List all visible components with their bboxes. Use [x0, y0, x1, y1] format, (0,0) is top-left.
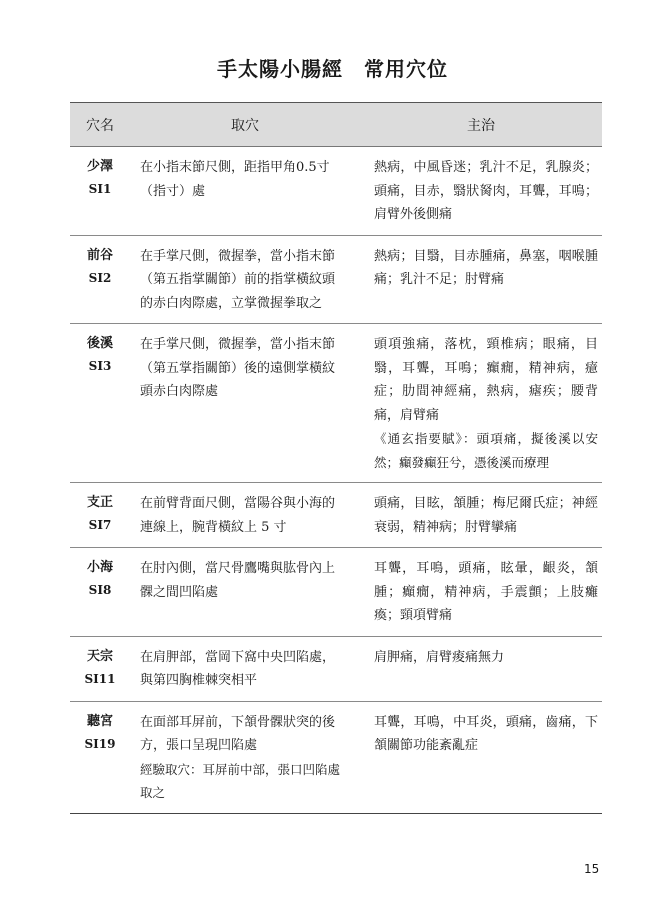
- point-name-cell: [70, 701, 130, 813]
- point-name-cell: [70, 235, 130, 324]
- indication-text: 肩胛痛，肩臂痠痛無力: [374, 649, 505, 665]
- location-text: 在肘內側，當尺骨鷹嘴與肱骨內上髁之間凹陷處: [140, 561, 336, 600]
- table-header-row: [70, 103, 602, 147]
- table-row: [70, 324, 602, 483]
- indication-text: 耳聾，耳鳴，中耳炎，頭痛，齒痛，下頷關節功能紊亂症: [374, 714, 598, 753]
- point-name-cell: [70, 147, 130, 236]
- point-name-cell: [70, 324, 130, 483]
- point-name: 後溪: [86, 336, 113, 351]
- point-code: SI1: [88, 182, 112, 196]
- indication-text: 熱病，中風昏迷；乳汁不足，乳腺炎；頭痛，目赤，翳狀胬肉，耳聾，耳鳴；肩臂外後側痛: [374, 160, 598, 222]
- location-cell: [130, 147, 360, 236]
- table-row: [70, 483, 602, 548]
- indication-text: 頭痛，目眩，頷腫；梅尼爾氏症；神經衰弱，精神病；肘臂攣痛: [374, 496, 598, 535]
- location-cell: [130, 483, 360, 548]
- point-code: SI7: [88, 518, 112, 532]
- table-row: [70, 701, 602, 813]
- point-code: SI19: [84, 736, 116, 751]
- point-name: 天宗: [86, 648, 113, 664]
- location-cell: [130, 235, 360, 324]
- point-name: 支正: [86, 495, 113, 510]
- location-text: 在肩胛部，當岡下窩中央凹陷處，與第四胸椎棘突相平: [140, 649, 336, 688]
- header-location: 取穴: [130, 103, 360, 147]
- point-name: 小海: [86, 560, 113, 575]
- point-name: 聽宮: [86, 713, 113, 729]
- acupoint-table-container: [70, 102, 602, 814]
- acupoint-table: [70, 102, 602, 814]
- table-body: [70, 147, 602, 814]
- point-name-cell: [70, 548, 130, 637]
- location-note: 經驗取穴：耳屏前中部，張口凹陷處取之: [140, 761, 341, 800]
- indication-note: 《通玄指要賦》：頭項痛，擬後溪以安然；癲發癲狂兮，憑後溪而療理: [374, 431, 598, 470]
- location-cell: [130, 701, 360, 813]
- point-name-cell: [70, 483, 130, 548]
- point-name: 少澤: [86, 159, 113, 174]
- header-point-name: 穴名: [70, 103, 130, 147]
- point-name-cell: [70, 636, 130, 701]
- location-cell: [130, 324, 360, 483]
- indication-text: 熱病；目翳，目赤腫痛，鼻塞，咽喉腫痛；乳汁不足；肘臂痛: [374, 248, 598, 287]
- indication-cell: [360, 147, 602, 236]
- location-cell: [130, 548, 360, 637]
- header-indication: 主治: [360, 103, 602, 147]
- location-text: 在前臂背面尺側，當陽谷與小海的連線上，腕背橫紋上 5 寸: [140, 496, 336, 535]
- page-number: 15: [584, 862, 600, 876]
- location-text: 在手掌尺側，微握拳，當小指末節（第五掌指關節）後的遠側掌橫紋頭赤白肉際處: [140, 337, 336, 399]
- indication-cell: [360, 483, 602, 548]
- indication-text: 頭項強痛，落枕，頸椎病；眼痛，目翳，耳聾，耳鳴；癲癇，精神病，癔症；肋間神經痛，熱病，瘧疾；腰背痛，肩臂痛: [374, 337, 598, 423]
- location-cell: [130, 636, 360, 701]
- table-row: [70, 548, 602, 637]
- table-row: [70, 235, 602, 324]
- location-text: 在面部耳屏前，下頷骨髁狀突的後方，張口呈現凹陷處: [140, 714, 336, 753]
- location-text: 在手掌尺側，微握拳，當小指末節（第五指掌關節）前的指掌橫紋頭的赤白肉際處，立掌微握拳取之: [140, 248, 336, 311]
- indication-cell: [360, 235, 602, 324]
- indication-cell: [360, 324, 602, 483]
- indication-text: 耳聾，耳鳴，頭痛，眩暈，齦炎，頷腫；癲癇，精神病，手震顫；上肢癱瘓；頸項臂痛: [374, 561, 598, 623]
- point-code: SI3: [88, 359, 112, 373]
- indication-cell: [360, 701, 602, 813]
- table-row: [70, 147, 602, 236]
- point-name: 前谷: [86, 247, 113, 263]
- point-code: SI8: [88, 583, 112, 597]
- indication-cell: [360, 548, 602, 637]
- point-code: SI2: [88, 270, 112, 285]
- table-header: [70, 103, 602, 147]
- location-text: 在小指末節尺側，距指甲角0.5寸（指寸）處: [140, 160, 330, 199]
- point-code: SI11: [84, 671, 116, 686]
- table-row: [70, 636, 602, 701]
- page-title: 手太陽小腸經 常用穴位: [217, 57, 448, 81]
- indication-cell: [360, 636, 602, 701]
